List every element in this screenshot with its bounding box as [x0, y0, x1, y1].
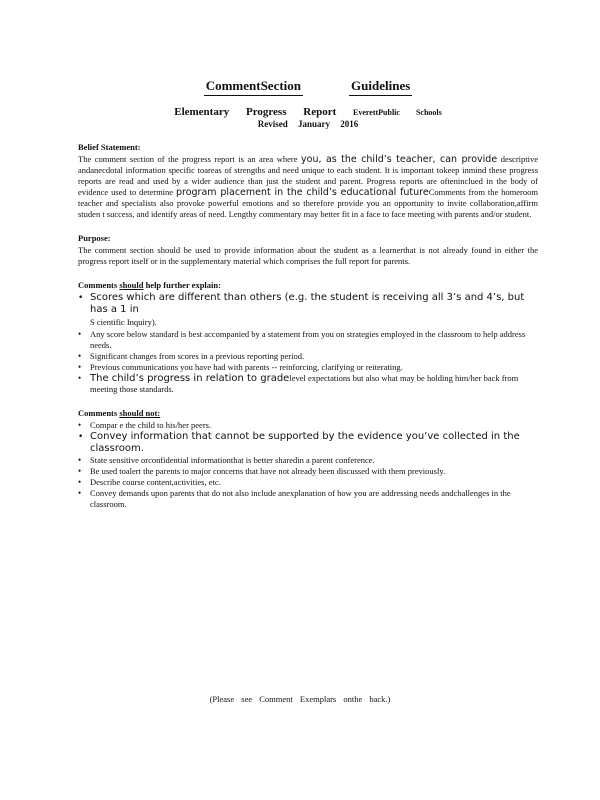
subtitle-main: Elementary Progress Report: [174, 106, 337, 118]
should-list: [78, 292, 538, 395]
item-text: Significant changes from scores in a previous reporting period.: [90, 351, 305, 361]
item-text: Scores which are different than others (e.g. the student is receiving all 3’s and 4’s, but has a 1 in: [90, 292, 525, 315]
belief-text-d: program placement in the child’s educational future: [175, 187, 429, 198]
purpose-paragraph: The comment section should be used to provide information about the student as a learnerthat is not already found in either the progress report itself or in the supplementary material which comprises the full report for parents.: [78, 245, 538, 266]
should-not-list: [78, 420, 538, 510]
revised-date: Revised January 2016: [257, 119, 359, 129]
belief-text-a: The comment section of the progress report is an area where: [78, 154, 302, 164]
item-text: Previous communications you have had with parents -- reinforcing, clarifying or reiterating.: [90, 362, 403, 372]
subtitle-school: EverettPublic Schools: [353, 108, 442, 117]
should-heading: [78, 280, 538, 290]
title-part-1: CommentSection: [204, 78, 303, 96]
list-item: • The child’s progress in relation to gradelevel expectations but also what may be holding him/her back from meeting those standards.: [78, 373, 519, 394]
item-text: level expectations but also what may be holding him/her back from meeting those standards.: [90, 373, 519, 394]
item-text: Convey demands upon parents that do not also include anexplanation of how you are addressing needs andchallenges in the classroom.: [90, 488, 511, 509]
should-heading-c: help further explain:: [145, 280, 221, 290]
belief-paragraph: [78, 154, 538, 220]
should-heading-b: should: [119, 280, 144, 290]
document-title: [78, 78, 538, 96]
item-cont: S cientific Inquiry).: [90, 317, 157, 327]
item-text: Any score below standard is best accompanied by a statement from you on strategies employed in the classroom to help address needs.: [90, 329, 526, 350]
item-text: State sensitive orconfidential informationthat is better sharedin a parent conference.: [90, 455, 375, 465]
purpose-heading: Purpose:: [78, 233, 111, 243]
belief-heading: Belief Statement:: [78, 142, 141, 152]
belief-text-e: Comments from the homeroom teacher and specialists also provoke powerful emotions and so therefore provide you an opportunity to invite collaboration,affirm studen t success, and identify areas of need. Lengthy commentary may better fit in a face to face meeting with parents and/or student.: [78, 187, 538, 219]
item-text: Describe course content,activities, etc.: [90, 477, 221, 487]
item-text: Be used toalert the parents to major concerns that have not already been discussed with them previously.: [90, 466, 446, 476]
should-not-heading: [78, 408, 538, 418]
subtitle: [78, 106, 538, 118]
item-big: Convey information that cannot be supported by the evidence you’ve collected in the classroom.: [90, 431, 520, 454]
list-item: • Convey information that cannot be supported by the evidence you’ve collected in the classroom.: [78, 431, 520, 454]
title-part-2: Guidelines: [349, 78, 412, 96]
should-heading-a: Comments: [78, 280, 118, 290]
list-item: • Significant changes from scores in a previous reporting period.: [78, 351, 305, 361]
should-not-heading-b: should not:: [119, 408, 161, 418]
footer-note: (Please see Comment Exemplars onthe back.): [209, 694, 391, 704]
item-text: Compar e the child to his/her peers.: [90, 420, 212, 430]
item-big: The child’s progress in relation to grade: [90, 373, 290, 384]
should-not-heading-a: Comments: [78, 408, 118, 418]
belief-text-b: you, as the child’s teacher, can provide: [301, 154, 498, 165]
list-item: • Describe course content,activities, etc.: [78, 477, 221, 487]
list-item: • Any score below standard is best accompanied by a statement from you on strategies employed in the classroom to help address needs.: [78, 329, 526, 350]
list-item: • Convey demands upon parents that do not also include anexplanation of how you are addressing needs andchallenges in the classroom.: [78, 488, 511, 509]
list-item: • State sensitive orconfidential informationthat is better sharedin a parent conference.: [78, 455, 375, 465]
belief-text-c: descriptive andanecdotal information specific toareas of strengths and need unique to each student. It is important tokeep inmind these progress reports are read and used by a wider audience than just the student and parent. Progress reports are ofteninclued in the body of evidence used to determine: [78, 154, 539, 197]
list-item: • Be used toalert the parents to major concerns that have not already been discussed with them previously.: [78, 466, 446, 476]
document-page: [78, 78, 538, 510]
list-item: • Previous communications you have had with parents -- reinforcing, clarifying or reiterating.: [78, 362, 403, 372]
list-item: • Scores which are different than others (e.g. the student is receiving all 3’s and 4’s, but has a 1 in S cientific Inquiry).: [78, 292, 525, 327]
list-item: • Compar e the child to his/her peers.: [78, 420, 212, 430]
